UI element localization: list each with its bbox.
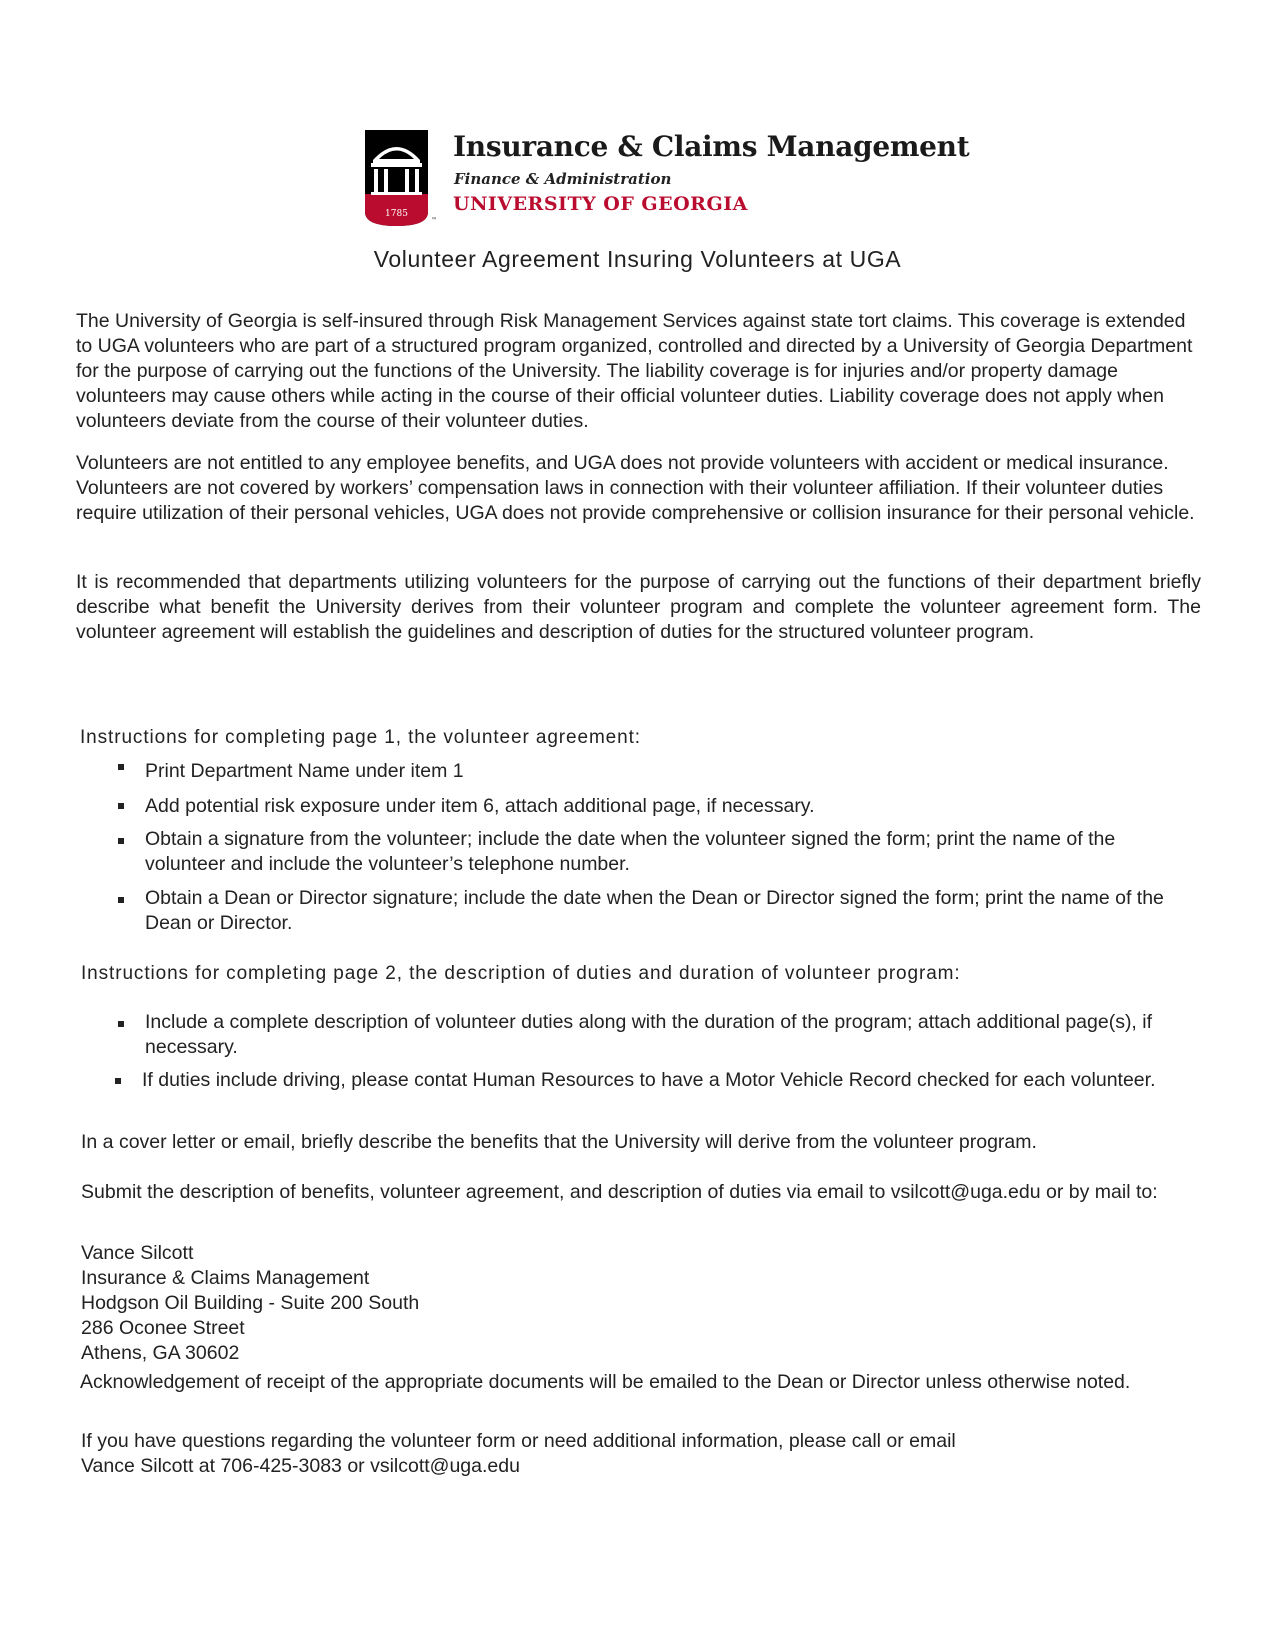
bullet-icon (118, 1021, 124, 1027)
uga-arch-shield-icon (363, 130, 443, 230)
list-item-text: Obtain a Dean or Director signature; include the date when the Dean or Director signed the form; print the name of the Dean or Director. (145, 887, 1164, 934)
logo-subtitle: Finance & Administration (454, 170, 672, 188)
list-item-text: Obtain a signature from the volunteer; include the date when the volunteer signed the form; print the name of the volunteer and include the volunteer’s telephone number. (145, 828, 1116, 875)
address-street: 286 Oconee Street (81, 1317, 245, 1339)
list-item-text: Include a complete description of volunteer duties along with the duration of the program; attach additional page(s), if necessary. (145, 1011, 1153, 1058)
questions-text (81, 1429, 1201, 1479)
address-city: Athens, GA 30602 (81, 1342, 240, 1364)
logo-university: UNIVERSITY OF GEORGIA (453, 193, 748, 215)
page2-instructions-heading: Instructions for completing page 2, the description of duties and duration of volunteer program: (81, 963, 961, 984)
trademark-mark: ™ (431, 217, 437, 224)
questions-line-2: Vance Silcott at 706-425-3083 or vsilcott@uga.edu (81, 1455, 520, 1477)
bullet-icon (118, 764, 124, 770)
benefits-paragraph: Volunteers are not entitled to any employee benefits, and UGA does not provide volunteers with accident or medical insurance. Volunteers are not covered by workers’ compensation laws in connection with their volunteer affiliation. If their volunteer duties require utilization of their personal vehicles, UGA does not provide comprehensive or collision insurance for their personal vehicle. (76, 452, 1195, 524)
bullet-icon (115, 1078, 121, 1084)
uga-logo (363, 130, 970, 230)
cover-letter-text: In a cover letter or email, briefly describe the benefits that the University will derive from the volunteer program. (81, 1131, 1037, 1153)
logo-year: 1785 (385, 209, 408, 219)
logo-title: Insurance & Claims Management (453, 130, 970, 163)
questions-line-1: If you have questions regarding the volunteer form or need additional information, please call or email (81, 1430, 956, 1452)
address-office: Insurance & Claims Management (81, 1267, 370, 1289)
document-title: Volunteer Agreement Insuring Volunteers at UGA (373, 246, 902, 272)
mailing-address (81, 1241, 1201, 1366)
acknowledgement-text: Acknowledgement of receipt of the appropriate documents will be emailed to the Dean or Director unless otherwise noted. (80, 1371, 1131, 1393)
list-item-text: Add potential risk exposure under item 6, attach additional page, if necessary. (145, 795, 815, 817)
list-item-text: If duties include driving, please contat Human Resources to have a Motor Vehicle Record checked for each volunteer. (142, 1069, 1156, 1091)
submit-text: Submit the description of benefits, volunteer agreement, and description of duties via email to vsilcott@uga.edu or by mail to: (81, 1181, 1158, 1203)
list-item-text: Print Department Name under item 1 (145, 760, 464, 782)
address-name: Vance Silcott (81, 1242, 194, 1264)
bullet-icon (118, 803, 124, 809)
bullet-icon (118, 897, 124, 903)
page1-instructions-heading: Instructions for completing page 1, the volunteer agreement: (80, 727, 641, 748)
address-building: Hodgson Oil Building - Suite 200 South (81, 1292, 420, 1314)
coverage-paragraph: The University of Georgia is self-insured through Risk Management Services against state tort claims. This coverage is extended to UGA volunteers who are part of a structured program organized, controlled and directed by a University of Georgia Department for the purpose of carrying out the functions of the University. The liability coverage is for injuries and/or property damage volunteers may cause others while acting in the course of their official volunteer duties. Liability coverage does not apply when volunteers deviate from the course of their volunteer duties. (76, 310, 1193, 432)
recommendation-paragraph: It is recommended that departments utilizing volunteers for the purpose of carrying out the functions of their department briefly describe what benefit the University derives from their volunteer program and complete the volunteer agreement form. The volunteer agreement will establish the guidelines and description of duties for the structured volunteer program. (76, 571, 1201, 643)
bullet-icon (118, 838, 124, 844)
